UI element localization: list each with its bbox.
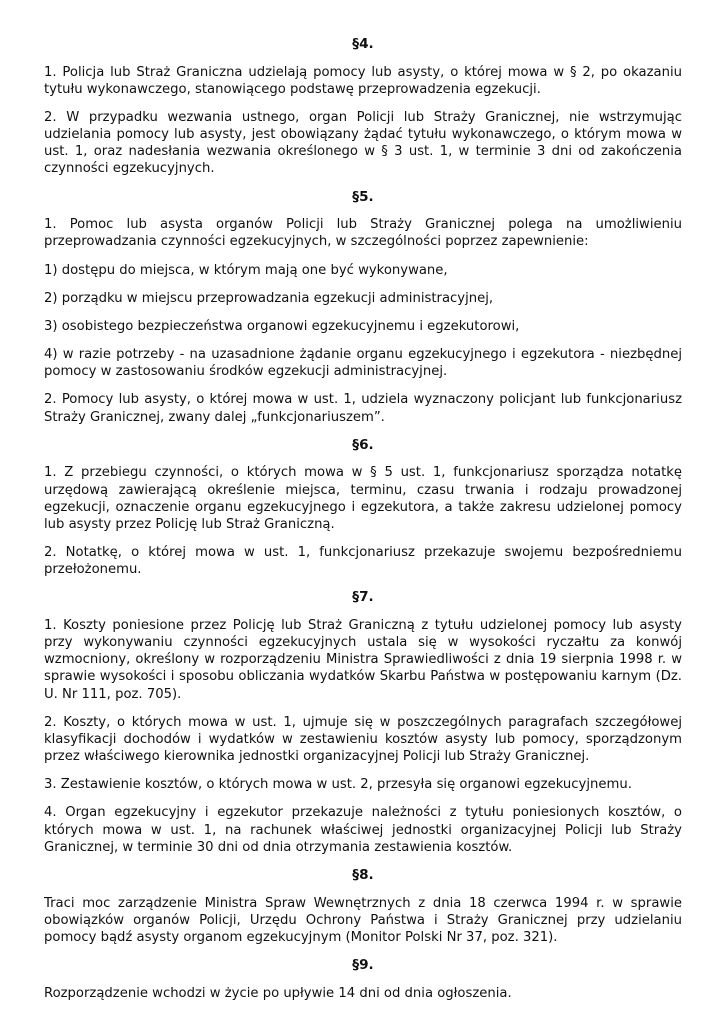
section-8 — [44, 867, 682, 946]
list-item: 3) osobistego bezpieczeństwa organowi egzekucyjnemu i egzekutorowi, — [44, 318, 520, 334]
section-5 — [44, 189, 682, 426]
paragraph: Rozporządzenie wchodzi w życie po upływie 14 dni od dnia ogłoszenia. — [44, 985, 512, 1001]
paragraph: 2. Pomocy lub asysty, o której mowa w ust. 1, udziela wyznaczony policjant lub funkcjonariusz Straży Granicznej, zwany dalej „funkcjonariuszem”. — [44, 392, 682, 425]
section-9 — [44, 957, 682, 1002]
list-item: 2) porządku w miejscu przeprowadzania egzekucji administracyjnej, — [44, 290, 494, 306]
section-6 — [44, 437, 682, 579]
section-4 — [44, 36, 682, 178]
section-7 — [44, 589, 682, 856]
section-heading: §7. — [352, 589, 374, 606]
section-heading: §8. — [352, 866, 374, 883]
paragraph: 1. Pomoc lub asysta organów Policji lub Straży Granicznej polega na umożliwieniu przeprowadzania czynności egzekucyjnych, w szczególności poprzez zapewnienie: — [44, 217, 682, 250]
list-item: 1) dostępu do miejsca, w którym mają one być wykonywane, — [44, 262, 448, 278]
paragraph: 2. Koszty, o których mowa w ust. 1, ujmuje się w poszczególnych paragrafach szczegółowej klasyfikacji dochodów i wydatków w zestawieniu kosztów asysty lub pomocy, sporządzonym przez właściwego kierownika jednostki organizacyjnej Policji lub Straży Granicznej. — [44, 714, 682, 765]
section-heading: §6. — [352, 436, 374, 453]
paragraph: 4. Organ egzekucyjny i egzekutor przekazuje należności z tytułu poniesionych kosztów, o których mowa w ust. 1, na rachunek właściwej jednostki organizacyjnej Policji lub Straży Granicznej, w terminie 30 dni od dnia otrzymania zestawienia kosztów. — [44, 805, 682, 855]
section-heading: §4. — [352, 36, 374, 52]
paragraph: 2. W przypadku wezwania ustnego, organ Policji lub Straży Granicznej, nie wstrzymując udzielania pomocy lub asysty, jest obowiązany żądać tytułu wykonawczego, o którym mowa w ust. 1, oraz nadesłania wezwania określonego w § 3 ust. 1, w terminie 3 dni od zakończenia czynności egzekucyjnych. — [44, 109, 682, 177]
paragraph: 1. Koszty poniesione przez Policję lub Straż Graniczną z tytułu udzielonej pomocy lub asysty przy wykonywaniu czynności egzekucyjnych ustala się w wysokości ryczałtu za konwój wzmocniony, określony w rozporządzeniu Ministra Sprawiedliwości z dnia 19 sierpnia 1998 r. w sprawie wysokości i sposobu obliczania wydatków Skarbu Państwa w postępowaniu karnym (Dz. U. Nr 111, poz. 705). — [44, 617, 682, 702]
paragraph: 1. Z przebiegu czynności, o których mowa w § 5 ust. 1, funkcjonariusz sporządza notatkę urzędową zawierającą określenie miejsca, terminu, czasu trwania i rodzaju prowadzonej egzekucji, oznaczenie organu egzekucyjnego i egzekutora, a także zakresu udzielonej pomocy lub asysty przez Policję lub Straż Graniczną. — [44, 465, 682, 532]
section-heading: §9. — [352, 956, 374, 973]
paragraph: Traci moc zarządzenie Ministra Spraw Wewnętrznych z dnia 18 czerwca 1994 r. w sprawie obowiązków organów Policji, Urzędu Ochrony Państwa i Straży Granicznej przy udzielaniu pomocy bądź asysty organom egzekucyjnym (Monitor Polski Nr 37, poz. 321). — [44, 895, 682, 945]
paragraph: 3. Zestawienie kosztów, o których mowa w ust. 2, przesyła się organowi egzekucyjnemu. — [44, 777, 632, 793]
paragraph: 2. Notatkę, o której mowa w ust. 1, funkcjonariusz przekazuje swojemu bezpośredniemu przełożonemu. — [44, 544, 682, 578]
list-item: 4) w razie potrzeby - na uzasadnione żądanie organu egzekucyjnego i egzekutora - niezbędnej pomocy w zastosowaniu środków egzekucji administracyjnej. — [44, 347, 682, 380]
section-heading: §5. — [352, 188, 374, 205]
paragraph: 1. Policja lub Straż Graniczna udzielają pomocy lub asysty, o której mowa w § 2, po okazaniu tytułu wykonawczego, stanowiącego podstawę przeprowadzenia egzekucji. — [44, 64, 682, 97]
